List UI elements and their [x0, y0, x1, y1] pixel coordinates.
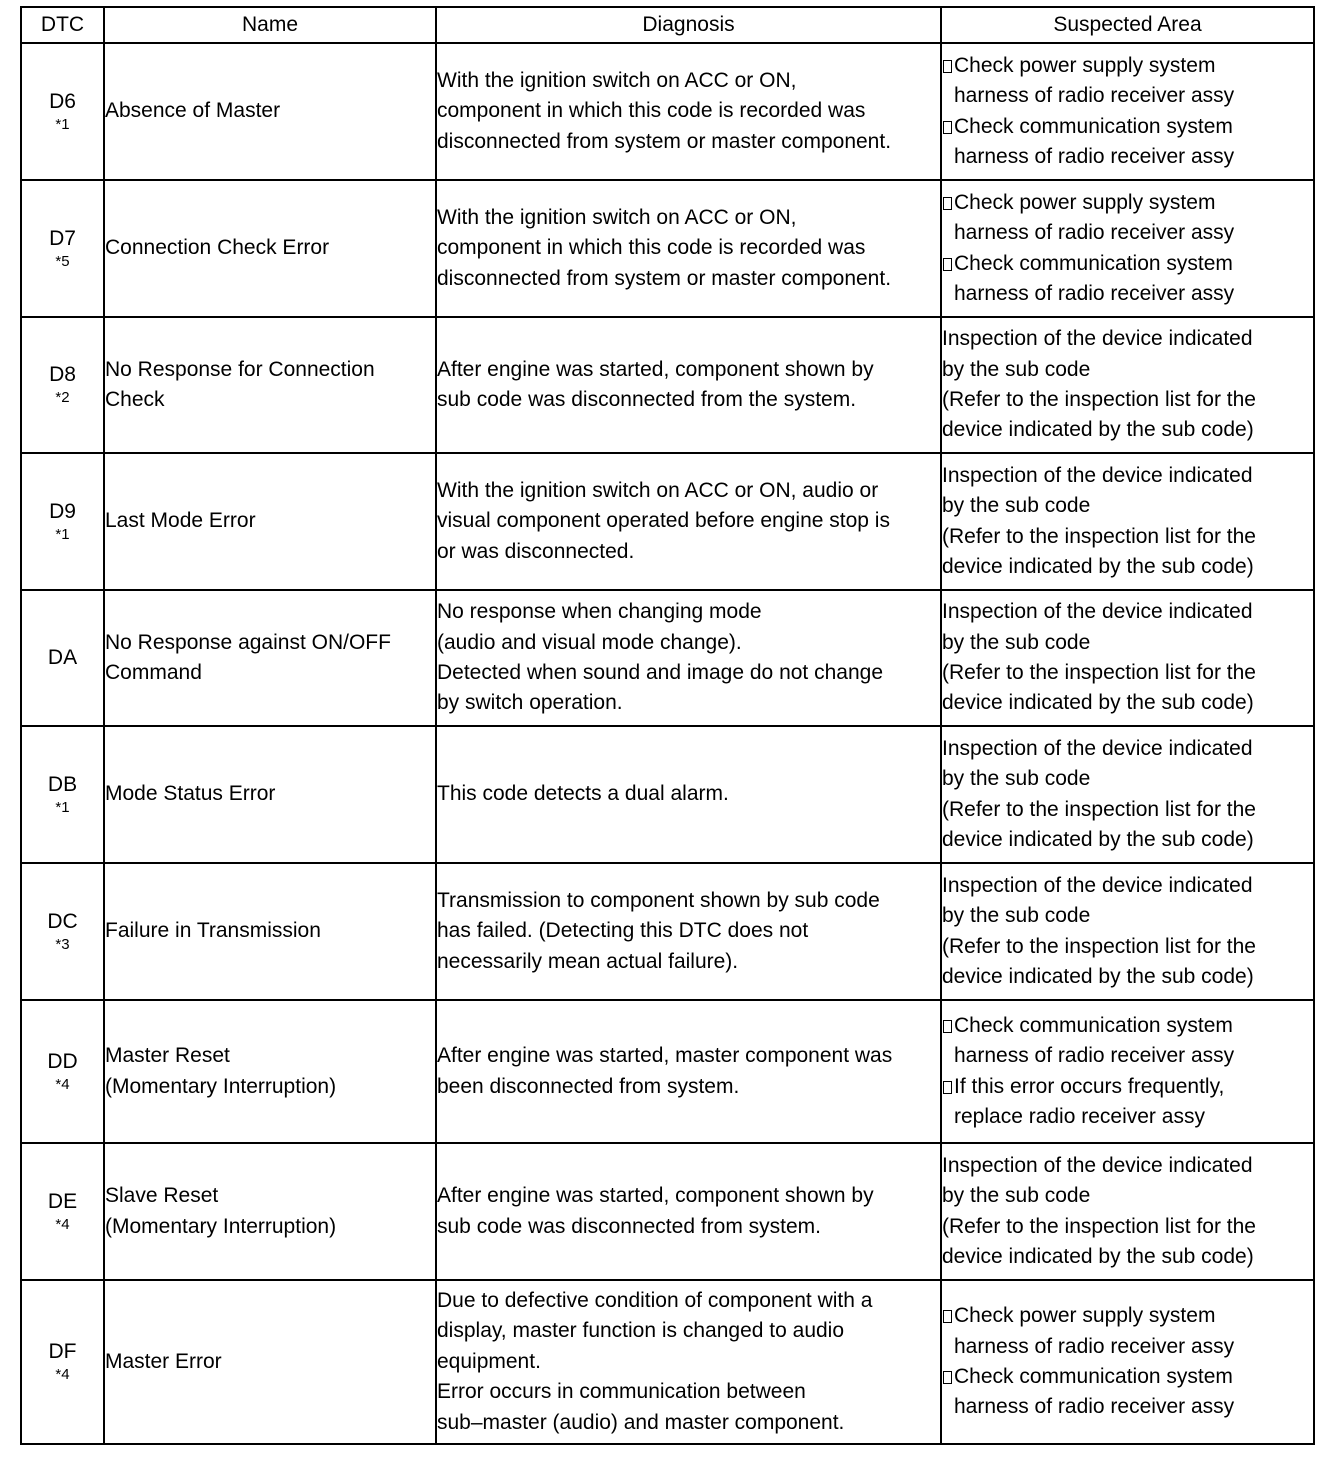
area-line: (Refer to the inspection list for the	[942, 388, 1256, 411]
area-line: by the sub code	[942, 494, 1091, 518]
area-line: (Refer to the inspection list for the	[942, 1214, 1256, 1238]
dtc-code: D7	[49, 226, 76, 250]
dtc-name-line: Failure in Transmission	[105, 919, 321, 943]
diagnosis-cell	[436, 726, 941, 863]
suspected-area-cell	[941, 180, 1314, 317]
area-line: (Refer to the inspection list for the	[942, 524, 1256, 548]
diagnosis-cell	[436, 180, 941, 317]
diagnosis-line: Due to defective condition of component with a	[437, 1288, 873, 1312]
dtc-name-line: Absence of Master	[105, 99, 281, 123]
diagnosis-cell	[436, 1000, 941, 1143]
diagnosis-line: With the ignition switch on ACC or ON, audio or	[437, 478, 879, 502]
table-row	[21, 43, 1314, 180]
checkbox-square-icon	[943, 1020, 952, 1033]
dtc-name-line: Mode Status Error	[105, 782, 276, 806]
dtc-footnote: *4	[55, 1215, 70, 1233]
diagnosis-line: necessarily mean actual failure).	[437, 949, 739, 973]
table-row	[21, 590, 1314, 726]
area-line: Inspection of the device indicated	[942, 327, 1253, 351]
dtc-name-line: Master Error	[105, 1349, 222, 1373]
diagnosis-line: disconnected from system or master component.	[437, 129, 892, 153]
dtc-code: DC	[47, 909, 78, 933]
dtc-footnote: *3	[55, 935, 70, 953]
header-name: Name	[104, 7, 436, 43]
area-bullet-continuation: harness of radio receiver assy	[954, 84, 1235, 108]
area-bullet-item	[942, 1362, 1313, 1423]
dtc-table	[20, 6, 1315, 1445]
area-bullet-text: Check communication system	[954, 1013, 1233, 1037]
area-line: (Refer to the inspection list for the	[942, 934, 1256, 958]
diagnosis-line: has failed. (Detecting this DTC does not	[437, 919, 809, 943]
diagnosis-line: sub code was disconnected from the system.	[437, 388, 857, 411]
diagnosis-line: No response when changing mode	[437, 600, 762, 624]
area-line: by the sub code	[942, 357, 1091, 381]
area-bullet-continuation: harness of radio receiver assy	[954, 281, 1235, 305]
dtc-name-line: Connection Check Error	[105, 236, 330, 260]
area-line: Inspection of the device indicated	[942, 1153, 1253, 1177]
dtc-footnote: *1	[55, 798, 70, 816]
diagnosis-line: sub code was disconnected from system.	[437, 1214, 822, 1238]
diagnosis-line: sub–master (audio) and master component.	[437, 1410, 845, 1434]
dtc-code: D6	[49, 89, 76, 113]
area-bullet-continuation: replace radio receiver assy	[954, 1104, 1205, 1128]
table-row	[21, 453, 1314, 590]
suspected-area-cell	[941, 453, 1314, 590]
dtc-code-cell	[21, 43, 104, 180]
area-line: device indicated by the sub code)	[942, 827, 1254, 851]
dtc-code-cell	[21, 1280, 104, 1444]
diagnosis-line: This code detects a dual alarm.	[437, 782, 729, 806]
area-line: by the sub code	[942, 904, 1091, 928]
diagnosis-line: After engine was started, component shown by	[437, 1184, 874, 1208]
suspected-area-cell	[941, 1000, 1314, 1143]
dtc-footnote: *5	[55, 252, 70, 270]
suspected-area-cell	[941, 43, 1314, 180]
diagnosis-line: visual component operated before engine stop is	[437, 509, 890, 533]
dtc-code: DB	[47, 772, 78, 796]
diagnosis-cell	[436, 317, 941, 453]
suspected-area-cell	[941, 317, 1314, 453]
area-line: device indicated by the sub code)	[942, 691, 1254, 715]
area-line: (Refer to the inspection list for the	[942, 661, 1256, 684]
checkbox-square-icon	[943, 121, 952, 134]
table-row	[21, 180, 1314, 317]
area-bullet-continuation: harness of radio receiver assy	[954, 1044, 1235, 1068]
dtc-name-line: (Momentary Interruption)	[105, 1074, 337, 1098]
suspected-area-cell	[941, 1280, 1314, 1444]
dtc-name-cell	[104, 590, 436, 726]
diagnosis-line: disconnected from system or master component.	[437, 266, 892, 290]
table-row	[21, 317, 1314, 453]
area-line: Inspection of the device indicated	[942, 600, 1253, 624]
area-bullet-item	[942, 1011, 1313, 1072]
dtc-name-cell	[104, 863, 436, 1000]
checkbox-square-icon	[943, 1081, 952, 1094]
diagnosis-line: Error occurs in communication between	[437, 1380, 806, 1404]
area-line: Inspection of the device indicated	[942, 463, 1253, 487]
area-bullet-text: If this error occurs frequently,	[954, 1074, 1225, 1098]
dtc-name-cell	[104, 317, 436, 453]
header-row	[21, 7, 1314, 43]
dtc-name-cell	[104, 1280, 436, 1444]
dtc-name-line: (Momentary Interruption)	[105, 1214, 337, 1238]
checkbox-square-icon	[943, 1310, 952, 1323]
suspected-area-cell	[941, 863, 1314, 1000]
area-line: Inspection of the device indicated	[942, 736, 1253, 760]
area-line: device indicated by the sub code)	[942, 1244, 1254, 1268]
diagnosis-cell	[436, 1143, 941, 1280]
area-line: device indicated by the sub code)	[942, 964, 1254, 988]
area-bullet-text: Check communication system	[954, 1365, 1233, 1388]
dtc-name-cell	[104, 726, 436, 863]
checkbox-square-icon	[943, 258, 952, 271]
area-bullet-text: Check power supply system	[954, 53, 1216, 77]
diagnosis-line: been disconnected from system.	[437, 1074, 740, 1098]
diagnosis-line: With the ignition switch on ACC or ON,	[437, 68, 797, 92]
area-line: by the sub code	[942, 630, 1091, 654]
dtc-code: D9	[49, 499, 76, 523]
diagnosis-line: display, master function is changed to audio	[437, 1319, 845, 1343]
area-bullet-item	[942, 1301, 1313, 1362]
diagnosis-line: by switch operation.	[437, 691, 623, 715]
diagnosis-line: (audio and visual mode change).	[437, 630, 742, 654]
dtc-name-line: Check	[105, 388, 165, 411]
header-dtc: DTC	[21, 7, 104, 43]
dtc-footnote: *2	[55, 389, 70, 406]
dtc-footnote: *1	[55, 115, 70, 133]
dtc-code: DA	[47, 646, 78, 669]
dtc-code-cell	[21, 453, 104, 590]
area-bullet-item	[942, 51, 1313, 112]
area-bullet-text: Check communication system	[954, 251, 1233, 275]
header-suspected-area: Suspected Area	[941, 7, 1314, 43]
dtc-name-line: Last Mode Error	[105, 509, 256, 533]
dtc-code-cell	[21, 1143, 104, 1280]
area-line: by the sub code	[942, 767, 1091, 791]
table-row	[21, 726, 1314, 863]
dtc-footnote: *1	[55, 525, 70, 543]
dtc-code-cell	[21, 726, 104, 863]
dtc-code-cell	[21, 317, 104, 453]
diagnosis-cell	[436, 590, 941, 726]
area-line: (Refer to the inspection list for the	[942, 797, 1256, 821]
dtc-code-cell	[21, 1000, 104, 1143]
diagnosis-line: With the ignition switch on ACC or ON,	[437, 205, 797, 229]
diagnosis-cell	[436, 863, 941, 1000]
area-bullet-item	[942, 112, 1313, 173]
area-bullet-item	[942, 249, 1313, 310]
diagnosis-line: After engine was started, master component was	[437, 1044, 893, 1068]
diagnosis-cell	[436, 1280, 941, 1444]
table-row	[21, 863, 1314, 1000]
table-row	[21, 1000, 1314, 1143]
area-bullet-text: Check power supply system	[954, 190, 1216, 214]
header-diagnosis: Diagnosis	[436, 7, 941, 43]
checkbox-square-icon	[943, 197, 952, 210]
dtc-code: DE	[47, 1189, 78, 1213]
area-bullet-continuation: harness of radio receiver assy	[954, 221, 1235, 245]
dtc-code: DF	[48, 1340, 77, 1363]
area-line: device indicated by the sub code)	[942, 418, 1254, 442]
diagnosis-line: After engine was started, component shown by	[437, 357, 874, 381]
area-bullet-item	[942, 188, 1313, 249]
dtc-name-line: No Response against ON/OFF	[105, 630, 391, 654]
dtc-code-cell	[21, 180, 104, 317]
diagnosis-line: Transmission to component shown by sub code	[437, 888, 880, 912]
diagnosis-line: component in which this code is recorded was	[437, 99, 866, 123]
suspected-area-cell	[941, 726, 1314, 863]
dtc-footnote: *4	[55, 1075, 70, 1093]
dtc-name-line: Master Reset	[105, 1044, 230, 1068]
area-bullet-continuation: harness of radio receiver assy	[954, 1334, 1235, 1358]
dtc-code-cell	[21, 863, 104, 1000]
checkbox-square-icon	[943, 1371, 952, 1384]
suspected-area-cell	[941, 590, 1314, 726]
diagnosis-line: equipment.	[437, 1349, 541, 1373]
area-line: device indicated by the sub code)	[942, 554, 1254, 578]
dtc-name-cell	[104, 453, 436, 590]
area-line: Inspection of the device indicated	[942, 873, 1253, 897]
dtc-code: DD	[47, 1049, 78, 1073]
diagnosis-line: or was disconnected.	[437, 539, 635, 563]
checkbox-square-icon	[943, 60, 952, 73]
area-bullet-text: Check communication system	[954, 114, 1233, 138]
dtc-name-cell	[104, 180, 436, 317]
dtc-name-line: Command	[105, 661, 202, 684]
table-body	[21, 43, 1314, 1444]
dtc-name-cell	[104, 1143, 436, 1280]
dtc-footnote: *4	[55, 1366, 70, 1383]
diagnosis-cell	[436, 453, 941, 590]
area-bullet-item	[942, 1072, 1313, 1133]
diagnosis-line: component in which this code is recorded was	[437, 236, 866, 260]
dtc-name-cell	[104, 43, 436, 180]
suspected-area-cell	[941, 1143, 1314, 1280]
dtc-code: D8	[49, 363, 76, 386]
diagnosis-cell	[436, 43, 941, 180]
dtc-name-cell	[104, 1000, 436, 1143]
table-row	[21, 1280, 1314, 1444]
area-bullet-text: Check power supply system	[954, 1304, 1216, 1328]
dtc-name-line: Slave Reset	[105, 1184, 219, 1208]
table-row	[21, 1143, 1314, 1280]
dtc-name-line: No Response for Connection	[105, 357, 375, 381]
area-line: by the sub code	[942, 1184, 1091, 1208]
diagnosis-line: Detected when sound and image do not change	[437, 661, 883, 684]
area-bullet-continuation: harness of radio receiver assy	[954, 1395, 1235, 1419]
dtc-code-cell	[21, 590, 104, 726]
area-bullet-continuation: harness of radio receiver assy	[954, 144, 1235, 168]
